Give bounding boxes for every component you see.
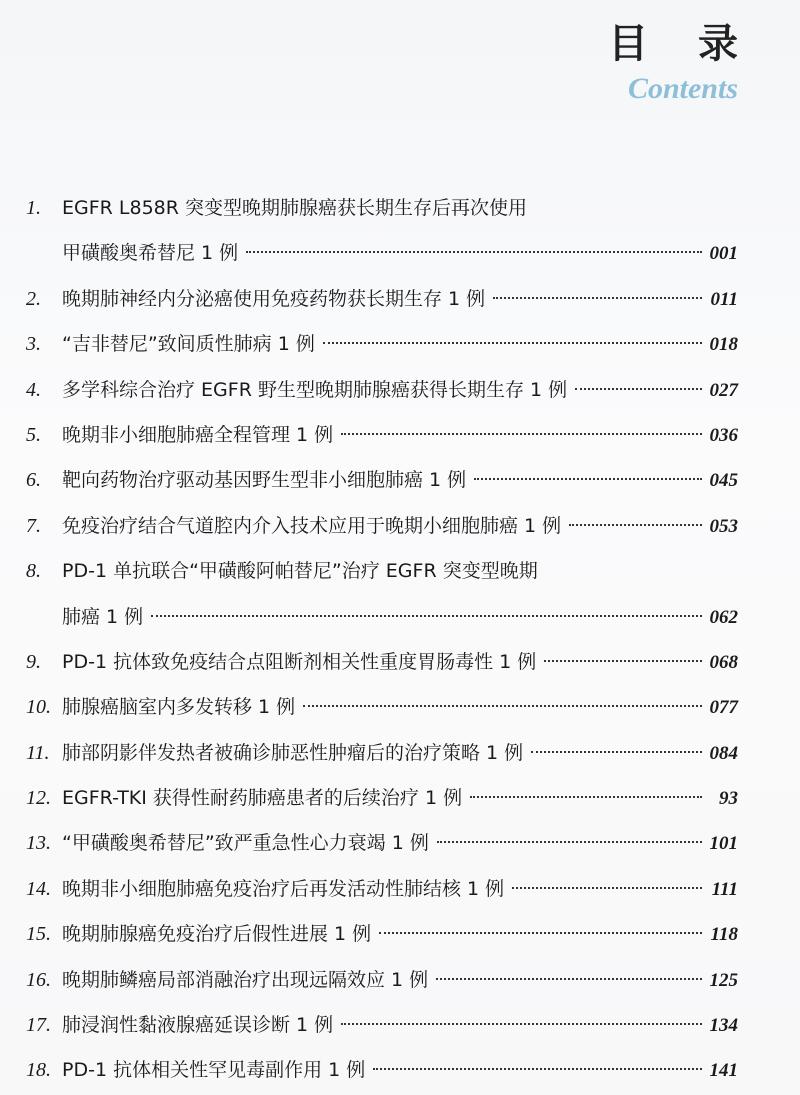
toc-page-number: 018	[709, 334, 738, 356]
toc-entry[interactable]	[26, 776, 738, 821]
toc-entry-title: 多学科综合治疗 EGFR 野生型晚期肺腺癌获得长期生存 1 例	[62, 378, 568, 401]
toc-entry[interactable]	[26, 413, 738, 458]
toc-entry-line	[26, 458, 738, 503]
toc-entry-line	[26, 231, 738, 276]
toc-entry-line	[26, 1003, 738, 1048]
toc-entry-line	[26, 549, 738, 594]
toc-entry[interactable]	[26, 912, 738, 957]
toc-entry-title: PD-1 抗体相关性罕见毒副作用 1 例	[62, 1059, 366, 1082]
toc-entry[interactable]	[26, 458, 738, 503]
toc-leader-dots	[531, 751, 702, 753]
toc-entry[interactable]	[26, 958, 738, 1003]
toc-entry[interactable]	[26, 1003, 738, 1048]
toc-entry-number: 12.	[26, 787, 51, 810]
toc-entry-number: 16.	[26, 968, 51, 991]
toc-entry-number: 9.	[26, 650, 41, 673]
toc-entry[interactable]	[26, 504, 738, 549]
toc-entry-title: 肺癌 1 例	[62, 605, 144, 628]
toc-leader-dots	[341, 433, 702, 435]
toc-entry-title: 晚期非小细胞肺癌免疫治疗后再发活动性肺结核 1 例	[62, 877, 505, 900]
toc-entry[interactable]	[26, 731, 738, 776]
toc-entry[interactable]	[26, 277, 738, 322]
toc-entry-number: 18.	[26, 1059, 51, 1082]
toc-entry-line	[26, 958, 738, 1003]
toc-entry-title: PD-1 单抗联合“甲磺酸阿帕替尼”治疗 EGFR 突变型晚期	[62, 560, 538, 583]
toc-entry-number: 11.	[26, 741, 50, 764]
toc-entry-number: 15.	[26, 923, 51, 946]
toc-leader-dots	[569, 524, 702, 526]
toc-page-number: 045	[709, 470, 738, 492]
toc-page-number: 011	[710, 288, 738, 310]
toc-entry-line	[26, 368, 738, 413]
toc-leader-dots	[246, 251, 702, 253]
toc-entry-number: 8.	[26, 560, 41, 583]
toc-leader-dots	[437, 841, 702, 843]
toc-entry-title: 晚期肺鳞癌局部消融治疗出现远隔效应 1 例	[62, 968, 429, 991]
page-subtitle: Contents	[627, 72, 738, 105]
toc-entry-number: 13.	[26, 832, 51, 855]
toc-entry-number: 14.	[26, 877, 51, 900]
toc-page-number: 111	[711, 878, 738, 900]
toc-page-number: 027	[709, 379, 738, 401]
toc-leader-dots	[544, 660, 702, 662]
toc-page-number: 93	[719, 788, 738, 810]
toc-entry-line	[26, 413, 738, 458]
toc-entry[interactable]	[26, 685, 738, 730]
toc-entry-title: 肺浸润性黏液腺癌延误诊断 1 例	[62, 1014, 334, 1037]
toc-leader-dots	[341, 1023, 702, 1025]
toc-entry-title: “甲磺酸奥希替尼”致严重急性心力衰竭 1 例	[62, 832, 429, 855]
table-of-contents	[26, 186, 738, 1094]
toc-entry-title: 免疫治疗结合气道腔内介入技术应用于晚期小细胞肺癌 1 例	[62, 514, 562, 537]
toc-entry-line	[26, 867, 738, 912]
toc-leader-dots	[373, 1068, 702, 1070]
toc-page-number: 053	[709, 515, 738, 537]
toc-entry-title: PD-1 抗体致免疫结合点阻断剂相关性重度胃肠毒性 1 例	[62, 650, 537, 673]
toc-entry-line	[26, 731, 738, 776]
toc-entry-line	[26, 640, 738, 685]
toc-leader-dots	[474, 478, 702, 480]
toc-page-number: 134	[709, 1015, 738, 1037]
toc-leader-dots	[512, 887, 702, 889]
toc-entry[interactable]	[26, 867, 738, 912]
toc-entry-number: 5.	[26, 423, 41, 446]
toc-page-number: 036	[709, 424, 738, 446]
title-block	[608, 21, 756, 105]
toc-entry-number: 3.	[26, 333, 41, 356]
toc-page-number: 141	[709, 1060, 738, 1082]
toc-page-number: 125	[709, 969, 738, 991]
toc-page-number: 118	[710, 924, 738, 946]
toc-entry[interactable]	[26, 821, 738, 866]
toc-page-number: 001	[709, 243, 738, 265]
toc-entry-number: 2.	[26, 287, 41, 310]
toc-entry[interactable]	[26, 186, 738, 277]
toc-entry-title: 晚期肺腺癌免疫治疗后假性进展 1 例	[62, 923, 372, 946]
toc-entry[interactable]	[26, 640, 738, 685]
toc-leader-dots	[303, 705, 702, 707]
toc-entry[interactable]	[26, 322, 738, 367]
toc-entry-line	[26, 1048, 738, 1093]
toc-entry-title: “吉非替尼”致间质性肺病 1 例	[62, 333, 315, 356]
toc-leader-dots	[151, 615, 702, 617]
toc-entry-number: 4.	[26, 378, 41, 401]
toc-page-number: 068	[709, 651, 738, 673]
toc-page-number: 062	[709, 606, 738, 628]
toc-entry-title: 肺部阴影伴发热者被确诊肺恶性肿瘤后的治疗策略 1 例	[62, 741, 524, 764]
toc-leader-dots	[323, 342, 702, 344]
toc-page-number: 077	[709, 697, 738, 719]
toc-entry-title: 肺腺癌脑室内多发转移 1 例	[62, 696, 296, 719]
toc-entry-title: 甲磺酸奥希替尼 1 例	[62, 242, 239, 265]
toc-entry-number: 17.	[26, 1014, 51, 1037]
page-title: 目 录	[608, 21, 756, 67]
toc-entry-line	[26, 776, 738, 821]
toc-entry[interactable]	[26, 549, 738, 640]
toc-entry-line	[26, 322, 738, 367]
toc-entry-line	[26, 277, 738, 322]
toc-leader-dots	[493, 297, 702, 299]
toc-leader-dots	[379, 932, 702, 934]
toc-entry-title: 晚期非小细胞肺癌全程管理 1 例	[62, 423, 334, 446]
toc-page-number: 101	[709, 833, 738, 855]
toc-entry[interactable]	[26, 368, 738, 413]
toc-page-number: 084	[709, 742, 738, 764]
toc-entry-line	[26, 595, 738, 640]
toc-leader-dots	[436, 978, 702, 980]
toc-entry-title: EGFR L858R 突变型晚期肺腺癌获长期生存后再次使用	[62, 197, 527, 219]
toc-entry-line	[26, 912, 738, 957]
toc-entry-title: 靶向药物治疗驱动基因野生型非小细胞肺癌 1 例	[62, 469, 467, 492]
toc-leader-dots	[470, 796, 702, 798]
toc-entry-number: 10.	[26, 696, 51, 719]
toc-entry-title: EGFR-TKI 获得性耐药肺癌患者的后续治疗 1 例	[62, 787, 463, 810]
toc-entry-line	[26, 186, 738, 231]
toc-entry-number: 7.	[26, 514, 41, 537]
toc-entry-number: 1.	[26, 197, 41, 219]
toc-entry-number: 6.	[26, 469, 41, 492]
toc-leader-dots	[575, 388, 702, 390]
toc-entry-title: 晚期肺神经内分泌癌使用免疫药物获长期生存 1 例	[62, 287, 486, 310]
toc-entry-line	[26, 504, 738, 549]
toc-entry[interactable]	[26, 1048, 738, 1093]
toc-entry-line	[26, 685, 738, 730]
toc-entry-line	[26, 821, 738, 866]
